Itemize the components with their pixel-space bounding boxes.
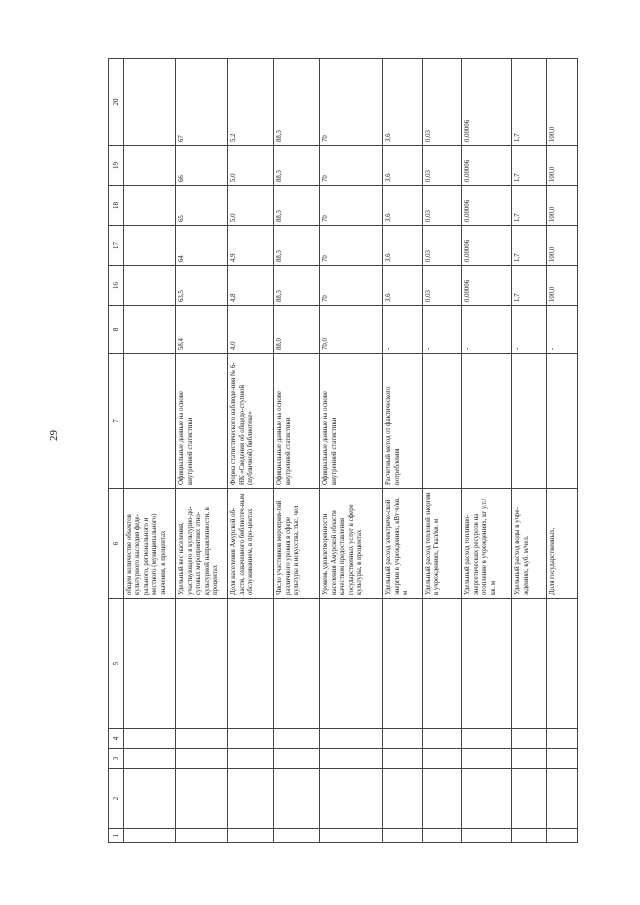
value-cell: 88,3 <box>274 146 320 186</box>
value-cell: 0,03 <box>422 266 461 306</box>
empty-cell <box>124 769 176 829</box>
empty-cell <box>383 599 422 729</box>
value-cell: 1,7 <box>512 186 547 226</box>
value-cell: 58,4 <box>176 306 228 354</box>
value-cell: 100,0 <box>547 186 578 226</box>
value-cell: 88,3 <box>274 266 320 306</box>
empty-cell <box>274 769 320 829</box>
empty-cell <box>512 829 547 843</box>
value-cell: 3,6 <box>383 59 422 146</box>
empty-cell <box>124 729 176 749</box>
value-cell: 67 <box>176 59 228 146</box>
table-row <box>383 59 422 843</box>
empty-cell <box>383 769 422 829</box>
value-cell: 0,00006 <box>462 226 512 266</box>
empty-cell <box>547 749 578 769</box>
indicator-cell: Доля государственных, <box>547 489 578 599</box>
value-cell: 1,7 <box>512 59 547 146</box>
value-cell <box>124 146 176 186</box>
value-cell: 0,00006 <box>462 59 512 146</box>
value-cell: 63,5 <box>176 266 228 306</box>
empty-cell <box>547 599 578 729</box>
value-cell: 70 <box>320 186 383 226</box>
value-cell <box>124 186 176 226</box>
indicator-cell: Доля населения Амурской об-ласти, охваченного библиотеч-ным обслуживанием, в про-центах <box>228 489 274 599</box>
value-cell: 5,0 <box>228 146 274 186</box>
empty-cell <box>383 829 422 843</box>
value-cell: 3,6 <box>383 226 422 266</box>
value-cell: - <box>422 306 461 354</box>
empty-cell <box>383 729 422 749</box>
value-cell: 0,03 <box>422 186 461 226</box>
value-cell: 100,0 <box>547 59 578 146</box>
empty-cell <box>320 729 383 749</box>
empty-cell <box>228 829 274 843</box>
value-cell: 66 <box>176 146 228 186</box>
value-cell: 1,7 <box>512 226 547 266</box>
empty-cell <box>124 749 176 769</box>
empty-cell <box>176 769 228 829</box>
indicator-cell: Число участников мероприя-тий различного уровня в сфере культуры и искусства, тыс. чел <box>274 489 320 599</box>
value-cell: 64 <box>176 226 228 266</box>
value-cell: - <box>383 306 422 354</box>
empty-cell <box>228 729 274 749</box>
empty-cell <box>124 829 176 843</box>
column-header: 2 <box>109 769 124 829</box>
value-cell: 3,6 <box>383 266 422 306</box>
empty-cell <box>176 749 228 769</box>
column-header: 1 <box>109 829 124 843</box>
table-row <box>512 59 547 843</box>
value-cell: 1,7 <box>512 146 547 186</box>
empty-cell <box>228 749 274 769</box>
value-cell <box>124 306 176 354</box>
value-cell: 100,0 <box>547 146 578 186</box>
value-cell: 88,3 <box>274 226 320 266</box>
value-cell: 0,00006 <box>462 146 512 186</box>
table-row <box>274 59 320 843</box>
source-cell: Официальные данные на основе внутренней статистики <box>176 354 228 489</box>
empty-cell <box>176 729 228 749</box>
empty-cell <box>512 729 547 749</box>
value-cell: 4,8 <box>228 266 274 306</box>
value-cell: 70 <box>320 59 383 146</box>
table-row <box>547 59 578 843</box>
column-header: 7 <box>109 354 124 489</box>
source-cell: Расчетный метод от фактического потребления <box>383 354 422 489</box>
value-cell: 0,03 <box>422 146 461 186</box>
column-header: 6 <box>109 489 124 599</box>
column-header: 20 <box>109 59 124 146</box>
column-header: 19 <box>109 146 124 186</box>
value-cell: 100,0 <box>547 266 578 306</box>
empty-cell <box>462 829 512 843</box>
value-cell: 3,6 <box>383 146 422 186</box>
indicators-table <box>108 58 578 843</box>
value-cell: 0,03 <box>422 226 461 266</box>
column-header: 18 <box>109 186 124 226</box>
source-cell <box>512 354 547 489</box>
value-cell: 88,3 <box>274 59 320 146</box>
empty-cell <box>422 829 461 843</box>
empty-cell <box>383 749 422 769</box>
empty-cell <box>512 769 547 829</box>
value-cell: 100,0 <box>547 226 578 266</box>
value-cell: 5,2 <box>228 59 274 146</box>
page-number: 29 <box>48 430 60 441</box>
empty-cell <box>462 599 512 729</box>
empty-cell <box>176 829 228 843</box>
value-cell <box>124 266 176 306</box>
column-header: 3 <box>109 749 124 769</box>
value-cell: 88,3 <box>274 186 320 226</box>
empty-cell <box>274 829 320 843</box>
value-cell: 65 <box>176 186 228 226</box>
value-cell: 0,00006 <box>462 186 512 226</box>
column-header: 16 <box>109 266 124 306</box>
empty-cell <box>422 749 461 769</box>
value-cell: - <box>547 306 578 354</box>
indicator-cell: Удельный вес населения, участвующего в культурно-до-суговых мероприятиях этно-культурной направленности, в процентах <box>176 489 228 599</box>
empty-cell <box>176 599 228 729</box>
source-cell <box>462 354 512 489</box>
empty-cell <box>228 769 274 829</box>
column-header: 4 <box>109 729 124 749</box>
indicator-cell: Удельный расход электриче-ской энергии в учреждениях, кВт·ч/кв. м <box>383 489 422 599</box>
value-cell <box>124 226 176 266</box>
table-row <box>422 59 461 843</box>
indicator-cell: Удельный расход воды в учре-ждениях, куб. м/чел. <box>512 489 547 599</box>
table-row <box>320 59 383 843</box>
indicator-cell: Удельный расход топливно-энергетических ресурсов на отопление в учреждениях, кг у.т./кв. м <box>462 489 512 599</box>
value-cell: 5,0 <box>228 186 274 226</box>
empty-cell <box>320 769 383 829</box>
value-cell: 1,7 <box>512 266 547 306</box>
empty-cell <box>422 599 461 729</box>
value-cell: - <box>512 306 547 354</box>
value-cell: 0,00006 <box>462 266 512 306</box>
value-cell: 4,0 <box>228 306 274 354</box>
indicator-cell: Уровень удовлетворенности населения Амурской области качеством предоставления государственных услуг в сфере культуры, в процентах <box>320 489 383 599</box>
value-cell: 70,0 <box>320 306 383 354</box>
source-cell: Форма статистического наблюде-ния № 6-НК «Сведения об общедо-ступной (публичной) библиотеке» <box>228 354 274 489</box>
empty-cell <box>512 599 547 729</box>
indicator-cell: общем количестве объектов культурного наследия феде-рального, регионального и местного (муниципального) значения, в процентах <box>124 489 176 599</box>
source-cell <box>124 354 176 489</box>
value-cell: - <box>462 306 512 354</box>
empty-cell <box>320 599 383 729</box>
table-row <box>124 59 176 843</box>
value-cell: 3,6 <box>383 186 422 226</box>
source-cell <box>547 354 578 489</box>
source-cell <box>422 354 461 489</box>
empty-cell <box>274 729 320 749</box>
empty-cell <box>320 829 383 843</box>
empty-cell <box>547 829 578 843</box>
empty-cell <box>274 599 320 729</box>
value-cell: 4,9 <box>228 226 274 266</box>
source-cell: Официальные данные на основе внутренней статистики <box>320 354 383 489</box>
empty-cell <box>124 599 176 729</box>
indicator-cell: Удельный расход тепловой энергии в учреждениях, Гкал/кв. м <box>422 489 461 599</box>
value-cell <box>124 59 176 146</box>
value-cell: 88,0 <box>274 306 320 354</box>
empty-cell <box>462 769 512 829</box>
source-cell: Официальные данные на основе внутренней статистики <box>274 354 320 489</box>
column-header: 17 <box>109 226 124 266</box>
value-cell: 70 <box>320 226 383 266</box>
table-row <box>228 59 274 843</box>
empty-cell <box>547 729 578 749</box>
empty-cell <box>512 749 547 769</box>
table-row <box>176 59 228 843</box>
empty-cell <box>462 749 512 769</box>
empty-cell <box>320 749 383 769</box>
column-header: 8 <box>109 306 124 354</box>
empty-cell <box>422 729 461 749</box>
empty-cell <box>462 729 512 749</box>
rotated-table-container <box>108 59 578 843</box>
empty-cell <box>547 769 578 829</box>
empty-cell <box>228 599 274 729</box>
empty-cell <box>274 749 320 769</box>
value-cell: 70 <box>320 146 383 186</box>
value-cell: 70 <box>320 266 383 306</box>
value-cell: 0,03 <box>422 59 461 146</box>
table-body <box>124 59 578 843</box>
table-row <box>462 59 512 843</box>
column-header: 5 <box>109 599 124 729</box>
empty-cell <box>422 769 461 829</box>
header-row <box>109 59 124 843</box>
